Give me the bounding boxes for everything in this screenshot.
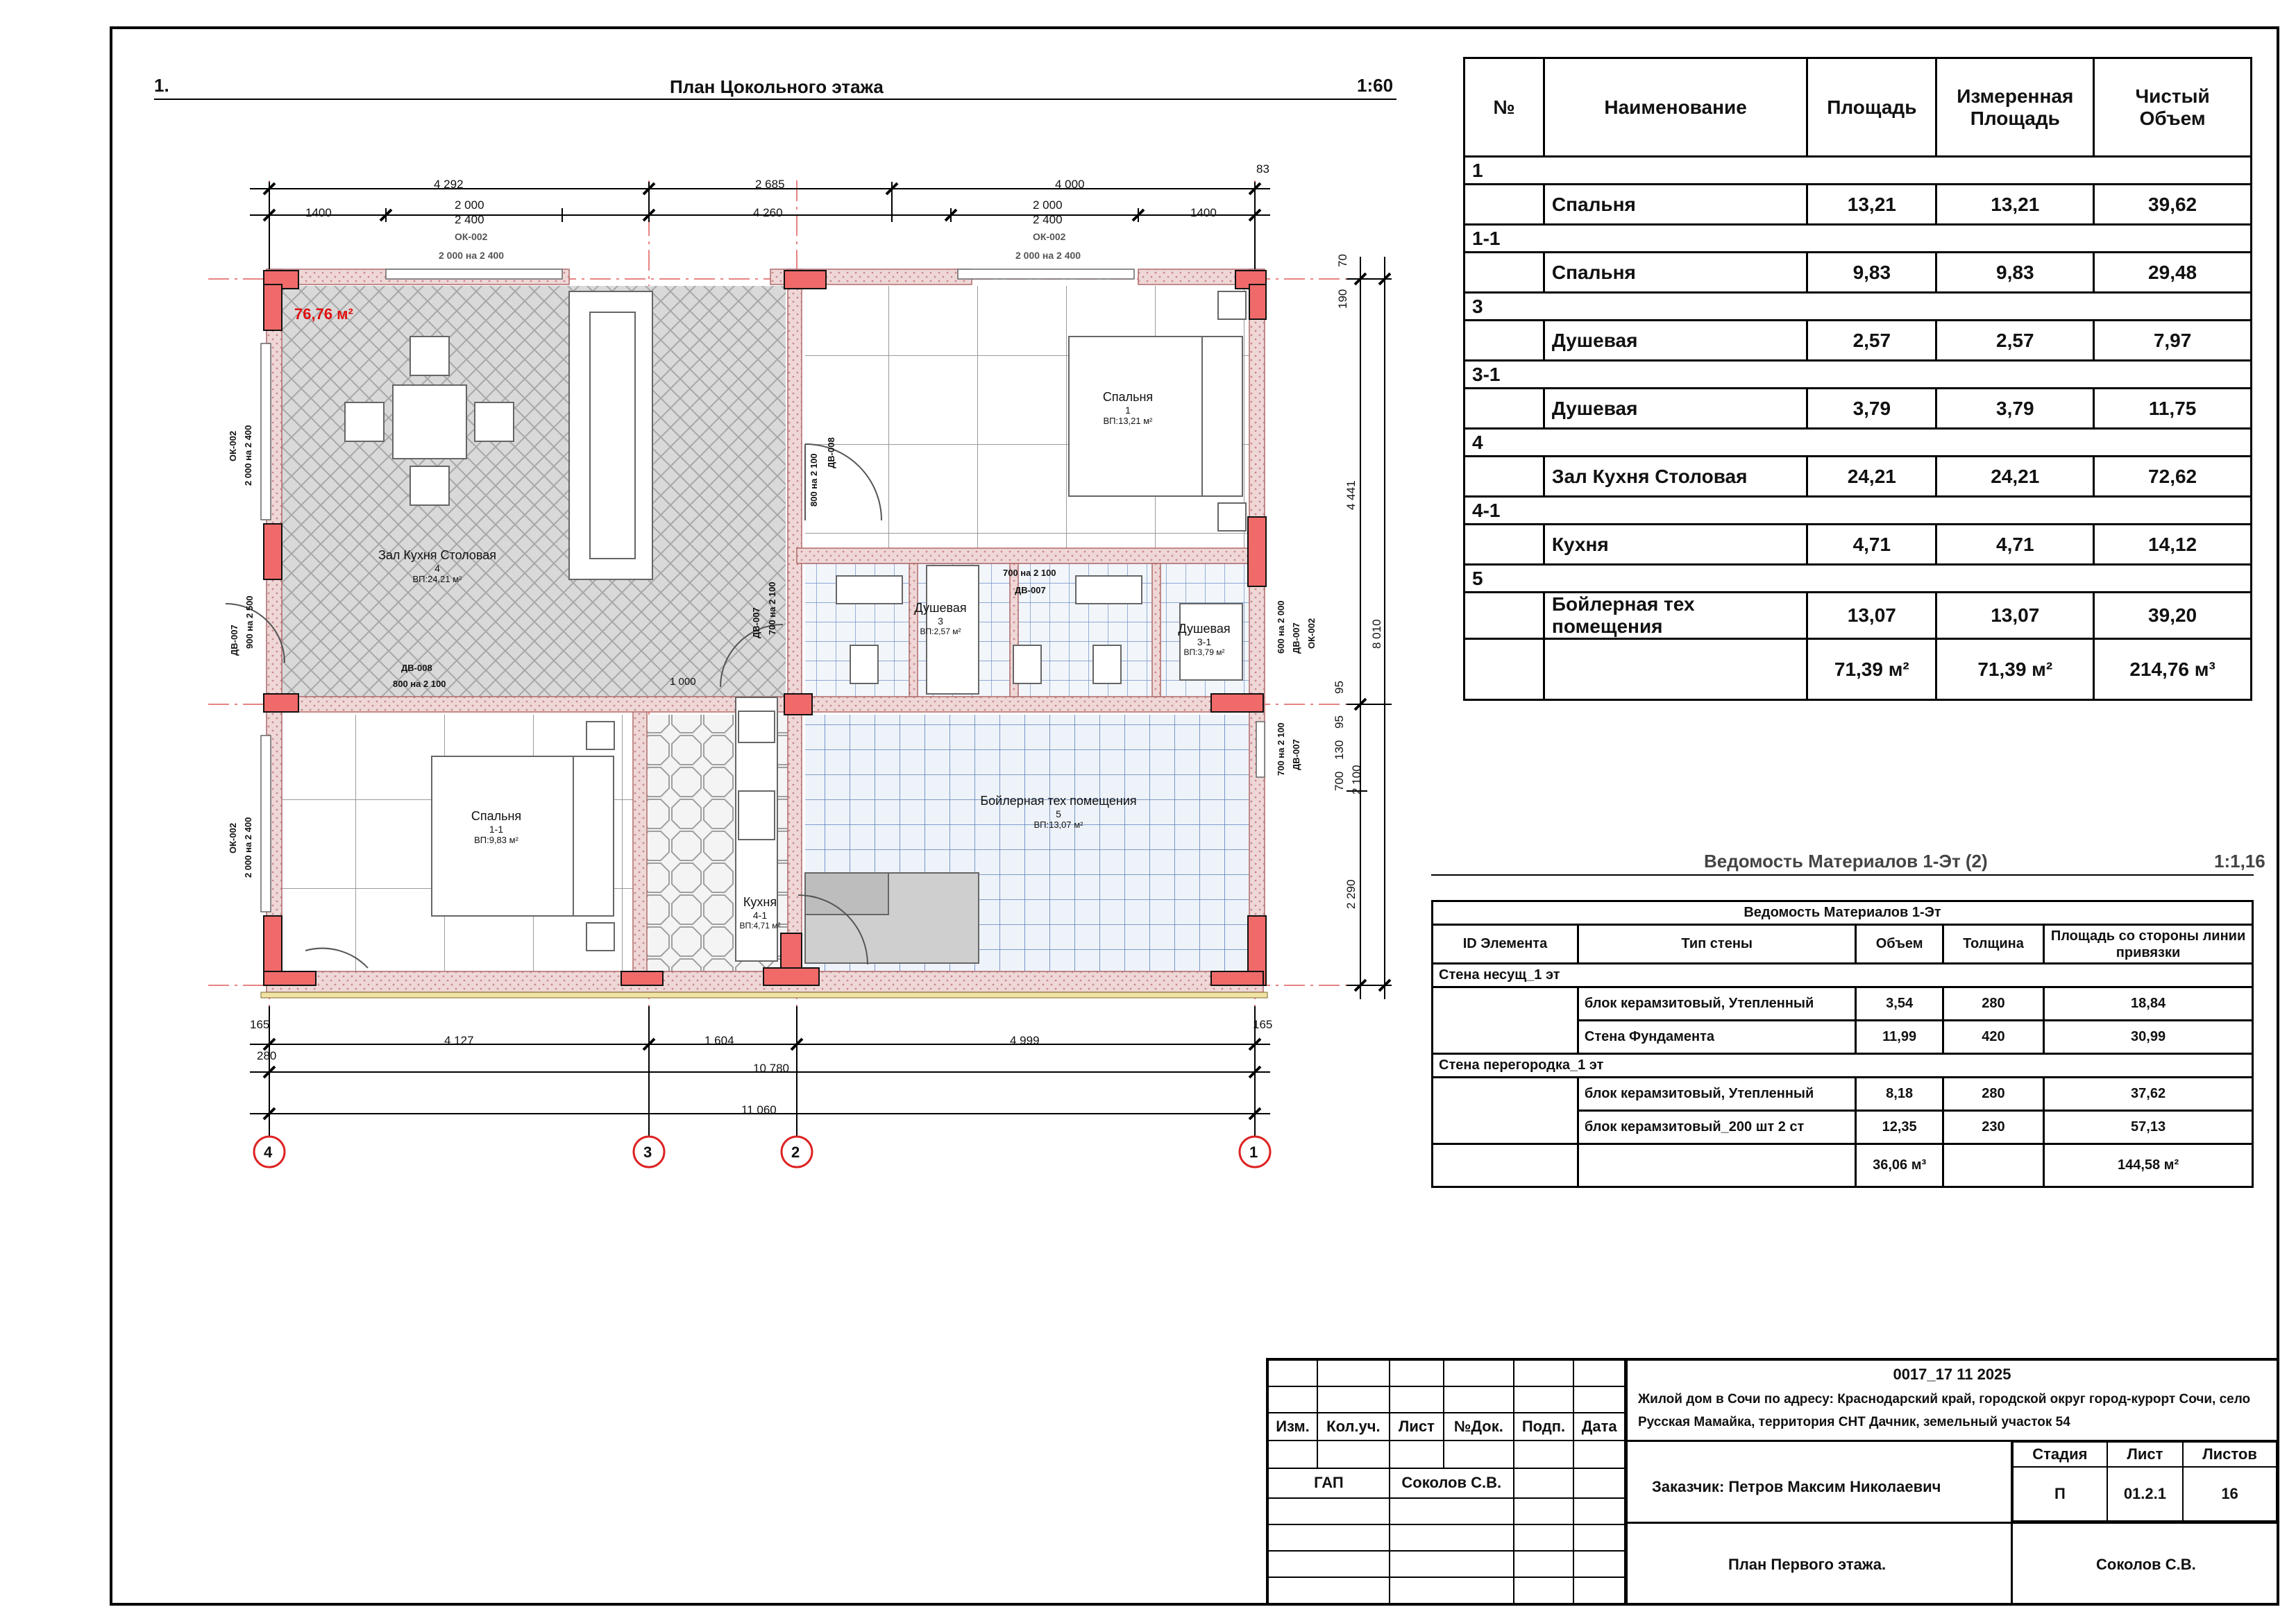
rooms-table-header: №	[1464, 58, 1544, 157]
room-label-3-1: Душевая 3-1 ВП:3,79 м²	[1178, 622, 1231, 657]
plan-scale: 1:60	[1357, 75, 1394, 96]
dim-top2-4: 4 260	[753, 206, 783, 219]
rooms-table-header: Наименование	[1544, 58, 1807, 157]
tb-customer: Заказчик: Петров Максим Николаевич	[1652, 1478, 1941, 1495]
dim-right-3: 4 441	[1344, 480, 1358, 510]
dim-right-4: 8 010	[1370, 619, 1383, 649]
dim-top2-3: 2 400	[455, 213, 484, 226]
dim-top-2: 2 685	[755, 178, 785, 191]
window-tag-side-1-size: 2 000 на 2 400	[243, 425, 253, 486]
plan-title: План Цокольного этажа	[670, 76, 884, 97]
tb-address: Жилой дом в Сочи по адресу: Краснодарский край, городской округ город-курорт Сочи, село Русская Мамайка, территория СНТ Дачник, земельный участок 54	[1638, 1392, 2251, 1429]
window-tag-side-2: ОК-002	[228, 822, 238, 853]
tb-stage-header: Листов	[2183, 1442, 2277, 1467]
window-tag-side-2-size: 2 000 на 2 400	[243, 817, 253, 878]
dim-right-1: 190	[1336, 289, 1349, 309]
dim-top2-6: 2 400	[1033, 213, 1063, 226]
dim-top2-5: 2 000	[1033, 198, 1063, 212]
table-row: Спальня 13,21 13,21 39,62	[1464, 185, 2252, 225]
table-row: Кухня 4,71 4,71 14,12	[1464, 525, 2252, 565]
dim-top-1: 4 292	[434, 178, 464, 191]
materials-totals: 36,06 м³ 144,58 м²	[1433, 1144, 2253, 1187]
table-row: блок керамзитовый_200 шт 2 ст 12,35 230 57,13	[1433, 1111, 2253, 1144]
tb-header: Кол.уч.	[1317, 1413, 1390, 1441]
door-tag-2: ДВ-007	[1015, 585, 1046, 595]
tb-stage-value: П	[2013, 1467, 2107, 1521]
table-row: Спальня 9,83 9,83 29,48	[1464, 253, 2252, 293]
materials-header: ID Элемента	[1433, 925, 1578, 964]
table-row: Душевая 3,79 3,79 11,75	[1464, 389, 2252, 429]
group-row: 3-1	[1464, 361, 2252, 389]
totals-row: 71,39 м² 71,39 м² 214,76 м³	[1464, 639, 2252, 700]
door-tag-2-size: 700 на 2 100	[1003, 568, 1056, 578]
dim-bottom-7: 10 780	[753, 1062, 789, 1075]
table-row: блок керамзитовый, Утепленный 8,18 280 37,62	[1433, 1078, 2253, 1111]
room-label-1: Спальня 1 ВП:13,21 м²	[1102, 390, 1154, 426]
materials-header: Объем	[1856, 925, 1943, 964]
table-row: Бойлерная тех помещения 13,07 13,07 39,20	[1464, 593, 2252, 639]
dim-bottom-4: 4 999	[1010, 1034, 1040, 1047]
door-tag-7: ДВ-007	[1291, 739, 1301, 770]
materials-caption: Ведомость Материалов 1-Эт (2)	[1704, 851, 1988, 872]
dim-top2-2: 2 000	[455, 198, 484, 212]
materials-group: Стена несущ_1 эт	[1433, 964, 2253, 987]
dim-top2-7: 1400	[1190, 206, 1217, 219]
door-tag-1-size: 800 на 2 100	[809, 453, 819, 507]
dim-top-4: 83	[1256, 162, 1269, 176]
door-tag-1: ДВ-008	[826, 437, 836, 468]
group-row: 4-1	[1464, 497, 2252, 525]
tb-header: Дата	[1573, 1413, 1625, 1441]
dim-right-9: 2 100	[1350, 765, 1363, 794]
door-tag-3-size: 900 на 2 500	[244, 595, 255, 649]
dim-right-5: 95	[1333, 681, 1346, 694]
inner-dim: 1 000	[670, 676, 696, 688]
materials-header: Тип стены	[1578, 925, 1856, 964]
tb-author: Соколов С.В.	[2096, 1556, 2196, 1573]
materials-header: Толщина	[1943, 925, 2043, 964]
tb-header: Лист	[1390, 1413, 1444, 1441]
table-row: Стена Фундамента 11,99 420 30,99	[1433, 1021, 2253, 1054]
tb-code: 0017_17 11 2025	[1893, 1366, 2011, 1383]
materials-group: Стена перегородка_1 эт	[1433, 1054, 2253, 1078]
door-tag-6: ДВ-007	[1291, 622, 1301, 654]
tb-divider	[1626, 1361, 1628, 1604]
group-row: 4	[1464, 429, 2252, 457]
total-area-label: 76,76 м²	[294, 305, 353, 323]
room-label-5: Бойлерная тех помещения 5 ВП:13,07 м²	[980, 794, 1137, 830]
rooms-table-header: Измеренная Площадь	[1936, 58, 2094, 157]
tb-person: Соколов С.В.	[1390, 1468, 1514, 1497]
axis-1: 1	[1249, 1144, 1258, 1161]
door-tag-7-size: 700 на 2 100	[1276, 722, 1286, 776]
title-block-left	[1267, 1359, 1626, 1604]
group-row: 1	[1464, 157, 2252, 185]
plan-number: 1.	[154, 75, 169, 96]
tb-line	[1628, 1522, 2277, 1524]
dim-bottom-6: 280	[257, 1049, 277, 1062]
window-tag-2: ОК-002	[1033, 231, 1066, 242]
group-row: 3	[1464, 293, 2252, 321]
rooms-table	[1463, 57, 2252, 701]
group-row: 1-1	[1464, 225, 2252, 253]
dim-bottom-1: 165	[250, 1018, 270, 1031]
window-tag-2-size: 2 000 на 2 400	[1015, 250, 1081, 261]
dim-top-3: 4 000	[1055, 178, 1085, 191]
dim-right-8: 700	[1333, 771, 1346, 791]
door-tag-4-size: 800 на 2 100	[393, 679, 446, 689]
room-label-4-1: Кухня 4-1 ВП:4,71 м²	[739, 895, 781, 931]
tb-stage-value: 16	[2183, 1467, 2277, 1521]
window-tag-side-1: ОК-002	[228, 430, 238, 461]
tb-header: Изм.	[1268, 1413, 1317, 1441]
door-tag-4: ДВ-008	[401, 663, 432, 673]
window-tag-side-3: ОК-002	[1306, 618, 1317, 649]
rooms-table-header: Чистый Объем	[2094, 58, 2252, 157]
dim-right-2: 70	[1336, 254, 1349, 267]
tb-stage-header: Стадия	[2013, 1442, 2107, 1467]
tb-stage-header: Лист	[2107, 1442, 2183, 1467]
tb-header: Подп.	[1514, 1413, 1574, 1441]
axis-3: 3	[643, 1144, 652, 1161]
axis-4: 4	[264, 1144, 273, 1161]
door-tag-5: ДВ-007	[751, 607, 761, 638]
materials-table-title: Ведомость Материалов 1-Эт	[1433, 901, 2253, 925]
tb-role: ГАП	[1268, 1468, 1390, 1497]
door-tag-5-size: 700 на 2 100	[767, 581, 777, 635]
window-tag-1-size: 2 000 на 2 400	[439, 250, 505, 261]
tb-header: №Док.	[1444, 1413, 1514, 1441]
materials-caption-line	[1431, 874, 2254, 876]
room-label-4: Зал Кухня Столовая 4 ВП:24,21 м²	[378, 548, 497, 584]
table-row: Душевая 2,57 2,57 7,97	[1464, 321, 2252, 361]
dim-bottom-3: 1 604	[704, 1034, 734, 1047]
table-row: Зал Кухня Столовая 24,21 24,21 72,62	[1464, 457, 2252, 497]
materials-caption-scale: 1:1,16	[2214, 851, 2265, 872]
dim-bottom-8: 11 060	[741, 1103, 777, 1116]
room-label-1-1: Спальня 1-1 ВП:9,83 м²	[471, 809, 522, 845]
dim-bottom-5: 165	[1253, 1018, 1273, 1031]
tb-sheet-title: План Первого этажа.	[1728, 1556, 1886, 1573]
window-tag-1: ОК-002	[455, 231, 488, 242]
axis-2: 2	[791, 1144, 800, 1161]
door-tag-6-size: 600 на 2 000	[1276, 600, 1286, 654]
table-row: блок керамзитовый, Утепленный 3,54 280 18,84	[1433, 987, 2253, 1021]
materials-table	[1431, 900, 2254, 1188]
group-row: 5	[1464, 565, 2252, 593]
materials-header: Площадь со стороны линии привязки	[2044, 925, 2253, 964]
rooms-table-header: Площадь	[1807, 58, 1936, 157]
dim-bottom-2: 4 127	[444, 1034, 474, 1047]
dim-right-10: 2 290	[1344, 879, 1358, 909]
room-label-3: Душевая 3 ВП:2,57 м²	[914, 601, 967, 636]
dim-top2-1: 1400	[305, 206, 332, 219]
tb-stage-table	[2012, 1441, 2277, 1522]
dim-right-7: 130	[1333, 740, 1346, 760]
door-tag-3: ДВ-007	[229, 624, 239, 656]
dim-right-6: 95	[1333, 715, 1346, 729]
tb-stage-value: 01.2.1	[2107, 1467, 2183, 1521]
